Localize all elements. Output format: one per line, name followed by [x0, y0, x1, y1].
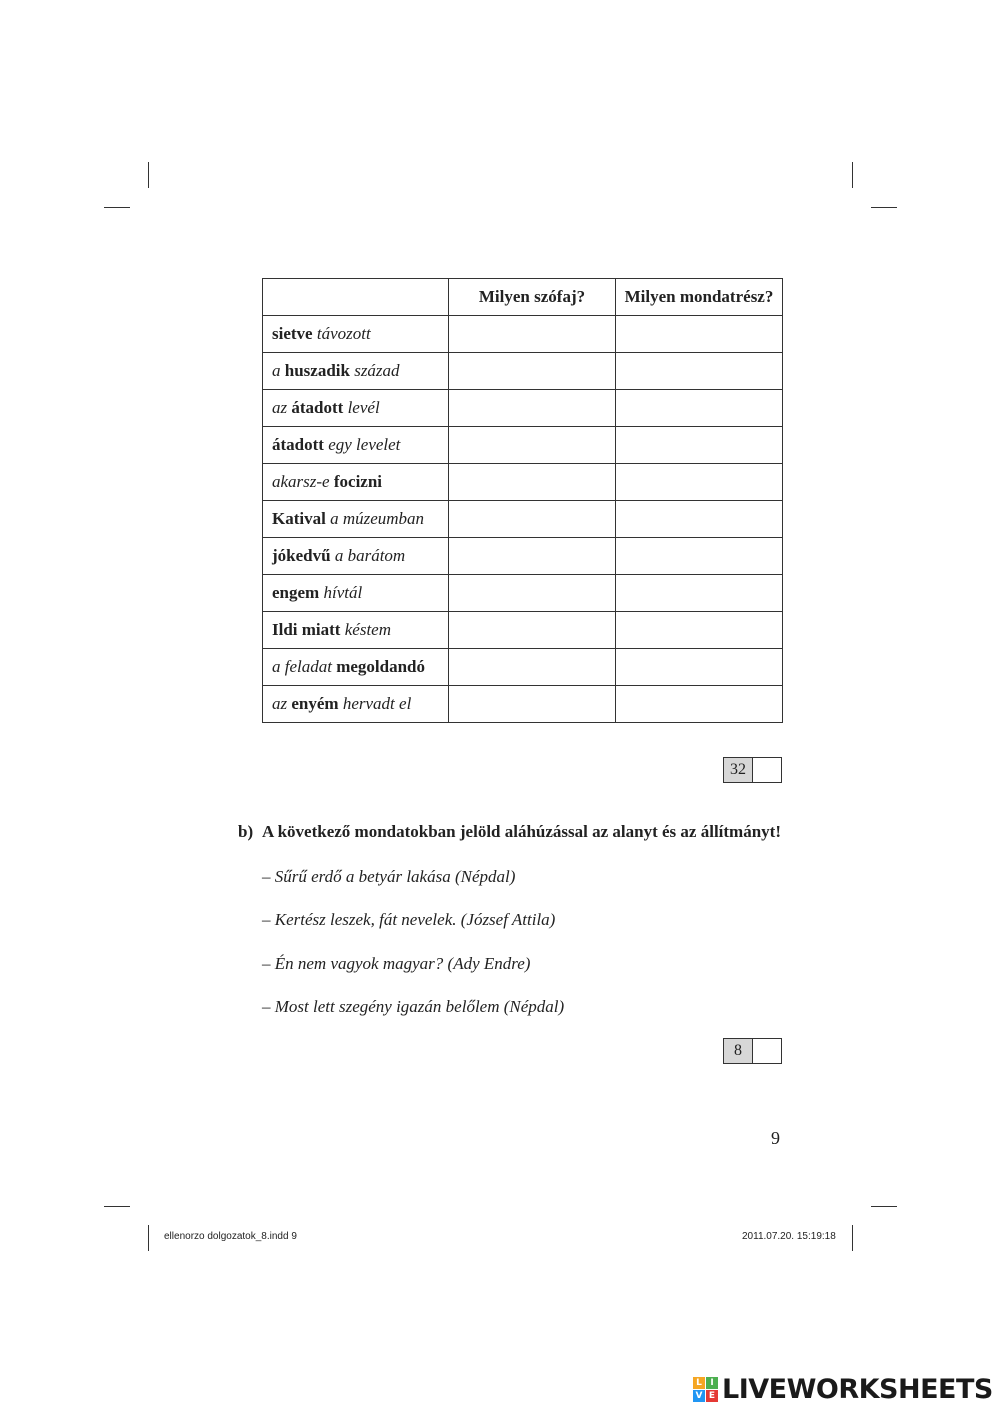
- part-of-speech-answer-cell[interactable]: [449, 649, 616, 686]
- crop-mark: [148, 1225, 149, 1251]
- crop-mark: [871, 1206, 897, 1207]
- highlighted-word: átadott: [272, 435, 324, 454]
- header-part-of-speech: Milyen szófaj?: [449, 279, 616, 316]
- crop-mark: [104, 207, 130, 208]
- crop-mark: [871, 207, 897, 208]
- logo-letter: L: [693, 1377, 705, 1389]
- phrase-text: hervadt el: [342, 694, 412, 713]
- phrase-text: az: [272, 694, 288, 713]
- part-of-speech-answer-cell[interactable]: [449, 501, 616, 538]
- part-of-speech-answer-cell[interactable]: [449, 316, 616, 353]
- sentence-part-answer-cell[interactable]: [616, 390, 783, 427]
- highlighted-word: jókedvű: [272, 546, 331, 565]
- sentence-part-answer-cell[interactable]: [616, 316, 783, 353]
- part-of-speech-answer-cell[interactable]: [449, 464, 616, 501]
- grammar-table: [262, 278, 783, 723]
- phrase-text: egy levelet: [328, 435, 401, 454]
- page-number: 9: [771, 1128, 780, 1148]
- table-row: [263, 390, 783, 427]
- highlighted-word: focizni: [333, 472, 383, 491]
- score-box-b: [723, 1038, 782, 1064]
- phrase-text: késtem: [344, 620, 391, 639]
- highlighted-word: huszadik: [284, 361, 350, 380]
- sentence-part-answer-cell[interactable]: [616, 649, 783, 686]
- phrase-cell: [263, 649, 449, 686]
- sentence[interactable]: – Sűrű erdő a betyár lakása (Népdal): [262, 867, 516, 886]
- phrase-cell: [263, 575, 449, 612]
- part-of-speech-answer-cell[interactable]: [449, 538, 616, 575]
- part-of-speech-answer-cell[interactable]: [449, 612, 616, 649]
- phrase-cell: [263, 427, 449, 464]
- highlighted-word: megoldandó: [336, 657, 426, 676]
- phrase-cell: [263, 538, 449, 575]
- max-points: 8: [724, 1039, 753, 1063]
- phrase-text: az: [272, 398, 288, 417]
- task-b-instruction: [238, 822, 781, 842]
- part-of-speech-answer-cell[interactable]: [449, 686, 616, 723]
- table-body: [263, 316, 783, 723]
- header-sentence-part: Milyen mondatrész?: [616, 279, 783, 316]
- phrase-cell: [263, 390, 449, 427]
- highlighted-word: sietve: [272, 324, 313, 343]
- sentence-part-answer-cell[interactable]: [616, 612, 783, 649]
- phrase-text: hívtál: [323, 583, 363, 602]
- part-of-speech-answer-cell[interactable]: [449, 575, 616, 612]
- sentence-part-answer-cell[interactable]: [616, 575, 783, 612]
- sentence[interactable]: – Kertész leszek, fát nevelek. (József Attila): [262, 910, 556, 929]
- phrase-text: a múzeumban: [330, 509, 425, 528]
- phrase-cell: [263, 464, 449, 501]
- sentence[interactable]: – Most lett szegény igazán belőlem (Népdal): [262, 997, 565, 1016]
- phrase-cell: [263, 612, 449, 649]
- sentence-part-answer-cell[interactable]: [616, 686, 783, 723]
- highlighted-word: Ildi miatt: [272, 620, 341, 639]
- sentence-part-answer-cell[interactable]: [616, 464, 783, 501]
- sentence-part-answer-cell[interactable]: [616, 538, 783, 575]
- highlighted-word: enyém: [291, 694, 339, 713]
- phrase-text: távozott: [316, 324, 371, 343]
- footer-filename: ellenorzo dolgozatok_8.indd 9: [164, 1231, 297, 1242]
- crop-mark: [852, 162, 853, 188]
- highlighted-word: engem: [272, 583, 320, 602]
- sentence-part-answer-cell[interactable]: [616, 427, 783, 464]
- phrase-text: a barátom: [334, 546, 406, 565]
- logo-letter: V: [693, 1390, 705, 1402]
- phrase-text: levél: [347, 398, 380, 417]
- crop-mark: [148, 162, 149, 188]
- phrase-text: a: [272, 361, 281, 380]
- logo-text: LIVEWORKSHEETS: [722, 1373, 993, 1405]
- table-header-row: [263, 279, 783, 316]
- earned-points-field[interactable]: [753, 758, 781, 782]
- logo-mark-icon: [693, 1377, 718, 1402]
- table-row: [263, 501, 783, 538]
- sentence[interactable]: – Én nem vagyok magyar? (Ady Endre): [262, 954, 531, 973]
- phrase-text: akarsz-e: [272, 472, 330, 491]
- table-row: [263, 538, 783, 575]
- table-row: [263, 316, 783, 353]
- table-row: [263, 612, 783, 649]
- table-row: [263, 464, 783, 501]
- table-row: [263, 353, 783, 390]
- highlighted-word: Katival: [272, 509, 326, 528]
- table-row: [263, 649, 783, 686]
- phrase-cell: [263, 316, 449, 353]
- table-row: [263, 575, 783, 612]
- part-of-speech-answer-cell[interactable]: [449, 427, 616, 464]
- task-instruction-text: A következő mondatokban jelöld aláhúzással az alanyt és az állítmányt!: [262, 822, 781, 841]
- header-phrase: [263, 279, 449, 316]
- phrase-cell: [263, 353, 449, 390]
- part-of-speech-answer-cell[interactable]: [449, 390, 616, 427]
- phrase-cell: [263, 686, 449, 723]
- sentence-part-answer-cell[interactable]: [616, 501, 783, 538]
- part-of-speech-answer-cell[interactable]: [449, 353, 616, 390]
- phrase-cell: [263, 501, 449, 538]
- crop-mark: [852, 1225, 853, 1251]
- footer-timestamp: 2011.07.20. 15:19:18: [742, 1231, 836, 1242]
- max-points: 32: [724, 758, 753, 782]
- crop-mark: [104, 1206, 130, 1207]
- highlighted-word: átadott: [291, 398, 344, 417]
- logo-letter: I: [706, 1377, 718, 1389]
- task-letter: b): [238, 822, 254, 841]
- earned-points-field[interactable]: [753, 1039, 781, 1063]
- liveworksheets-logo: [693, 1372, 993, 1406]
- score-box-a: [723, 757, 782, 783]
- phrase-text: a feladat: [272, 657, 332, 676]
- table-row: [263, 427, 783, 464]
- logo-letter: E: [706, 1390, 718, 1402]
- phrase-text: század: [354, 361, 400, 380]
- table-row: [263, 686, 783, 723]
- sentence-part-answer-cell[interactable]: [616, 353, 783, 390]
